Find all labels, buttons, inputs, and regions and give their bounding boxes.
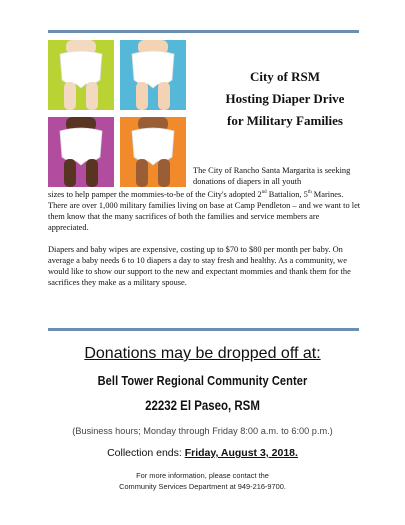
diaper-tile-purple: [48, 117, 114, 187]
heading-line-3: for Military Families: [226, 113, 343, 128]
baby-diaper-icon: [120, 40, 186, 110]
intro-part-1: sizes to help pamper the mommies-to-be of the City's adopted 2: [48, 189, 262, 199]
collection-ends-date: Friday, August 3, 2018.: [184, 447, 298, 459]
diaper-tile-blue: [120, 40, 186, 110]
middle-divider: [48, 328, 359, 331]
venue-address: 22232 El Paseo, RSM: [145, 398, 260, 413]
intro-sup-1: nd: [261, 190, 267, 195]
baby-diaper-icon: [48, 117, 114, 187]
intro-part-2: Battalion, 5: [266, 189, 308, 199]
diaper-tile-orange: [120, 117, 186, 187]
intro-sup-2: th: [307, 190, 312, 195]
collection-ends-label: Collection ends:: [107, 447, 185, 459]
intro-part-3: Marines. There are over 1,000 military families living on base at Camp Pendleton – and we want to let them know that the many sacrifices of both the families and service members are appreciated.: [48, 189, 361, 232]
heading-line-2: Hosting Diaper Drive: [225, 91, 345, 106]
collection-ends: [0, 447, 405, 459]
cost-paragraph: Diapers and baby wipes are expensive, costing up to $70 to $80 per month per baby. On average a baby needs 6 to 10 diapers a day to stay fresh and healthy. As a community, we would like to show our support to the new and expectant mommies and thank them for the sacrifices they make as a military spouse.: [48, 245, 351, 287]
intro-wrap-text: The City of Rancho Santa Margarita is seeking donations of diapers in all youth: [193, 166, 351, 186]
heading-line-1: City of RSM: [249, 69, 321, 84]
venue-name: Bell Tower Regional Community Center: [97, 373, 308, 388]
dropoff-title: Donations may be dropped off at:: [84, 345, 321, 362]
business-hours: (Business hours; Monday through Friday 8:00 a.m. to 6:00 p.m.): [72, 426, 333, 436]
intro-paragraph: [48, 187, 361, 233]
flyer-heading: [205, 66, 365, 132]
baby-diaper-icon: [120, 117, 186, 187]
baby-diaper-icon: [48, 40, 114, 110]
diaper-photo-grid: [48, 40, 186, 187]
contact-info-line-2: Community Services Department at 949-216-9700.: [119, 482, 286, 491]
contact-info-line-1: For more information, please contact the: [136, 471, 269, 480]
top-divider: [48, 30, 359, 33]
contact-info: [0, 470, 405, 492]
diaper-tile-green: [48, 40, 114, 110]
